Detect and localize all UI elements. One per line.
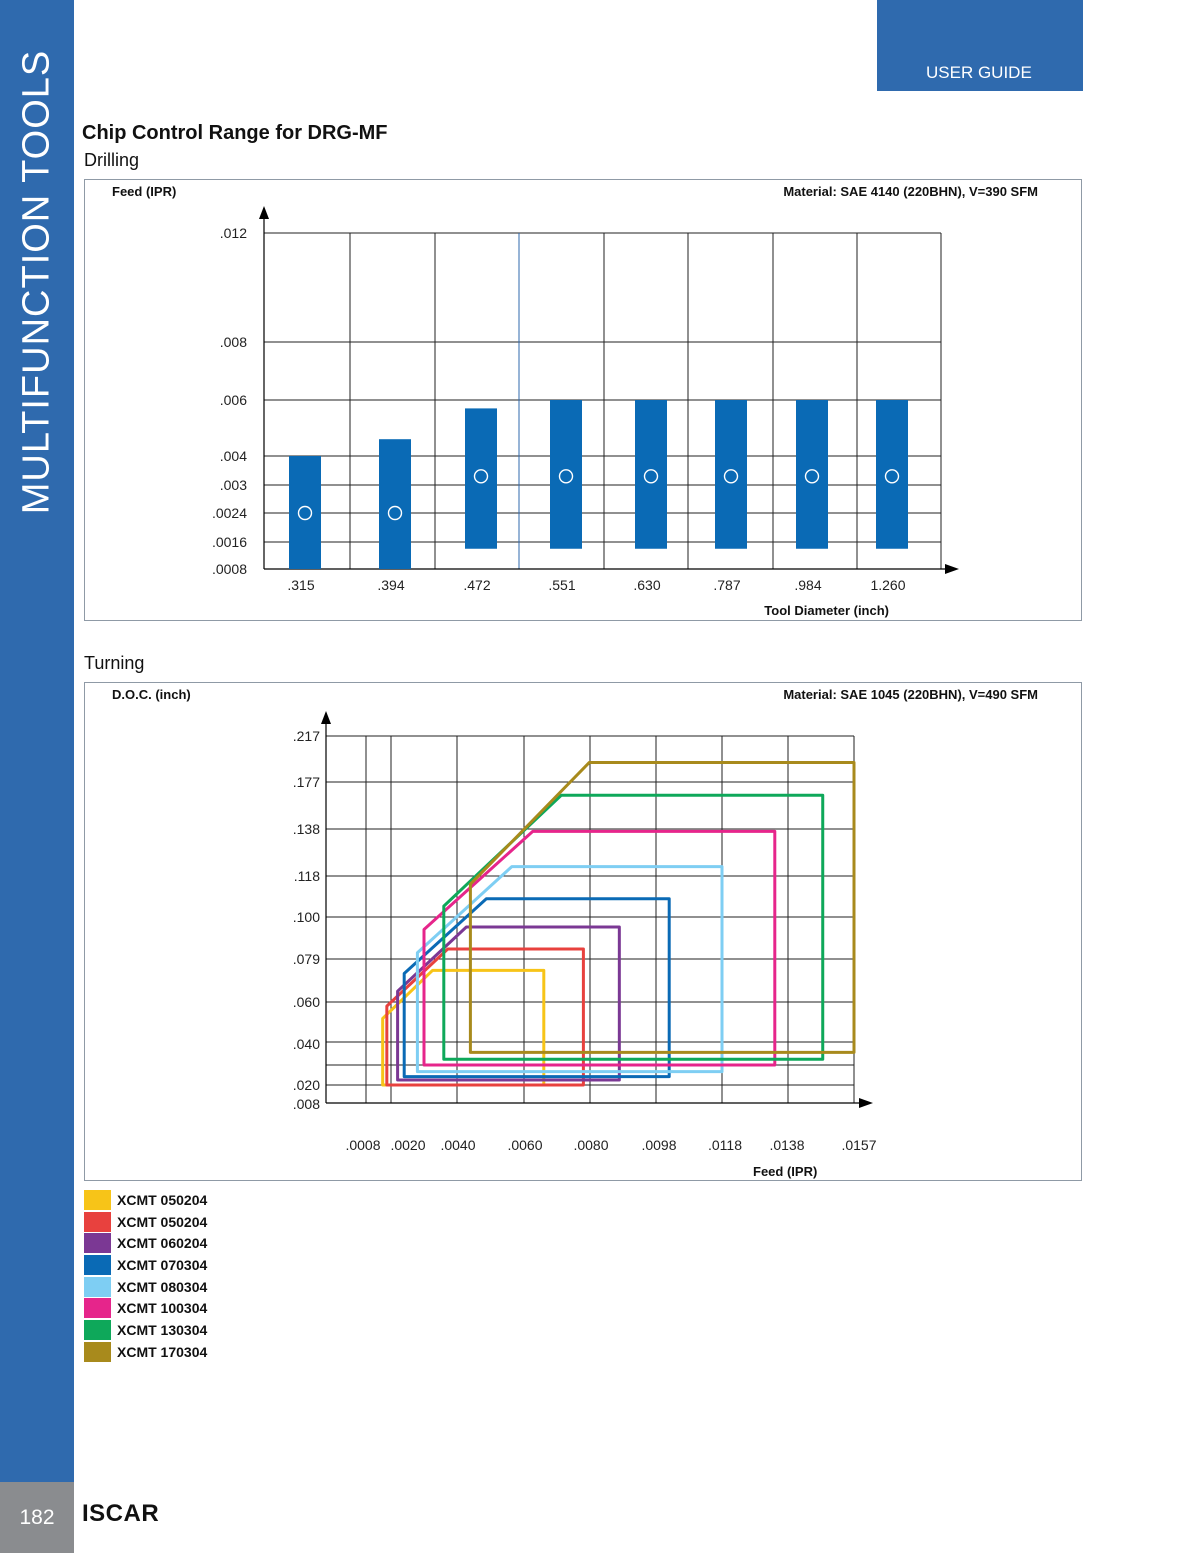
drilling-section-title: Drilling bbox=[84, 150, 140, 170]
page-number: 182 bbox=[0, 1482, 74, 1553]
x-tick-label: .472 bbox=[463, 577, 491, 593]
x-tick-label: .630 bbox=[633, 577, 661, 593]
bar bbox=[379, 439, 411, 569]
y-tick-label: .008 bbox=[292, 1096, 320, 1112]
legend-item bbox=[84, 1319, 207, 1341]
bar bbox=[796, 400, 828, 549]
y-tick-label: .004 bbox=[219, 448, 247, 464]
y-tick-label: .040 bbox=[292, 1036, 320, 1052]
bar bbox=[715, 400, 747, 549]
legend-item bbox=[84, 1189, 207, 1211]
turning-section-title: Turning bbox=[84, 653, 145, 673]
legend-item bbox=[84, 1276, 207, 1298]
y-tick-label: .0024 bbox=[211, 505, 247, 521]
y-tick-label: .118 bbox=[293, 868, 320, 884]
y-tick-label: .138 bbox=[292, 821, 320, 837]
x-tick-label: .0157 bbox=[841, 1137, 877, 1153]
brand-logo: ISCAR bbox=[82, 1500, 160, 1527]
y-tick-label: .020 bbox=[292, 1077, 320, 1093]
legend-swatch bbox=[84, 1233, 111, 1253]
y-axis-arrow bbox=[321, 711, 331, 724]
x-axis-arrow bbox=[859, 1098, 873, 1108]
legend-item bbox=[84, 1254, 207, 1276]
bar bbox=[635, 400, 667, 549]
x-tick-label: .0040 bbox=[440, 1137, 476, 1153]
x-axis-label: Tool Diameter (inch) bbox=[764, 603, 889, 618]
sidebar bbox=[0, 0, 74, 1482]
legend-item bbox=[84, 1211, 207, 1233]
legend-item bbox=[84, 1297, 207, 1319]
bar bbox=[550, 400, 582, 549]
material-note: Material: SAE 1045 (220BHN), V=490 SFM bbox=[783, 687, 1038, 702]
user-guide-tab: USER GUIDE bbox=[877, 0, 1083, 91]
legend-label: XCMT 170304 bbox=[117, 1343, 208, 1360]
x-tick-label: .551 bbox=[548, 577, 576, 593]
turning-chart bbox=[84, 682, 1082, 1181]
turning-legend bbox=[84, 1189, 207, 1363]
x-tick-label: .0138 bbox=[769, 1137, 805, 1153]
bar bbox=[289, 456, 321, 569]
x-tick-label: .787 bbox=[713, 577, 741, 593]
y-tick-label: .217 bbox=[292, 728, 320, 744]
y-axis-arrow bbox=[259, 206, 269, 219]
y-tick-label: .006 bbox=[219, 392, 247, 408]
x-tick-label: .315 bbox=[287, 577, 315, 593]
turning-chart-svg bbox=[85, 683, 1083, 1182]
legend-item bbox=[84, 1232, 207, 1254]
x-tick-label: .0008 bbox=[345, 1137, 381, 1153]
legend-swatch bbox=[84, 1342, 111, 1362]
x-tick-label: .0118 bbox=[708, 1137, 742, 1153]
bar bbox=[465, 408, 497, 548]
legend-label: XCMT 050204 bbox=[117, 1213, 208, 1230]
y-tick-label: .060 bbox=[292, 994, 320, 1010]
y-tick-label: .177 bbox=[292, 774, 320, 790]
x-tick-label: .0060 bbox=[507, 1137, 543, 1153]
legend-swatch bbox=[84, 1277, 111, 1297]
legend-label: XCMT 080304 bbox=[117, 1278, 208, 1295]
legend-swatch bbox=[84, 1298, 111, 1318]
x-tick-label: .984 bbox=[794, 577, 822, 593]
y-tick-label: .0008 bbox=[211, 561, 247, 577]
legend-label: XCMT 060204 bbox=[117, 1235, 208, 1252]
legend-swatch bbox=[84, 1190, 111, 1210]
legend-label: XCMT 070304 bbox=[117, 1256, 208, 1273]
y-tick-label: .0016 bbox=[211, 534, 247, 550]
legend-label: XCMT 130304 bbox=[117, 1321, 208, 1338]
y-tick-label: .100 bbox=[292, 909, 320, 925]
legend-swatch bbox=[84, 1212, 111, 1232]
legend-swatch bbox=[84, 1255, 111, 1275]
y-tick-label: .003 bbox=[219, 477, 247, 493]
legend-label: XCMT 050204 bbox=[117, 1191, 208, 1208]
x-tick-label: 1.260 bbox=[870, 577, 906, 593]
sidebar-title: MULTIFUNCTION TOOLS bbox=[15, 49, 58, 515]
legend-label: XCMT 100304 bbox=[117, 1300, 208, 1317]
y-axis-label: D.O.C. (inch) bbox=[112, 687, 191, 702]
page-title: Chip Control Range for DRG-MF bbox=[82, 122, 388, 144]
y-axis-label: Feed (IPR) bbox=[112, 184, 177, 199]
bar bbox=[876, 400, 908, 549]
range-outline-8 bbox=[470, 762, 854, 1052]
x-tick-label: .0098 bbox=[641, 1137, 677, 1153]
drilling-chart-svg bbox=[85, 180, 1083, 622]
legend-swatch bbox=[84, 1320, 111, 1340]
x-tick-label: .0080 bbox=[573, 1137, 609, 1153]
x-axis-label: Feed (IPR) bbox=[753, 1164, 818, 1179]
x-tick-label: .394 bbox=[377, 577, 405, 593]
drilling-chart bbox=[84, 179, 1082, 621]
y-tick-label: .008 bbox=[219, 334, 247, 350]
y-tick-label: .079 bbox=[292, 951, 320, 967]
x-axis-arrow bbox=[945, 564, 959, 574]
y-tick-label: .012 bbox=[219, 225, 247, 241]
x-tick-label: .0020 bbox=[390, 1137, 426, 1153]
legend-item bbox=[84, 1341, 207, 1363]
material-note: Material: SAE 4140 (220BHN), V=390 SFM bbox=[783, 184, 1038, 199]
